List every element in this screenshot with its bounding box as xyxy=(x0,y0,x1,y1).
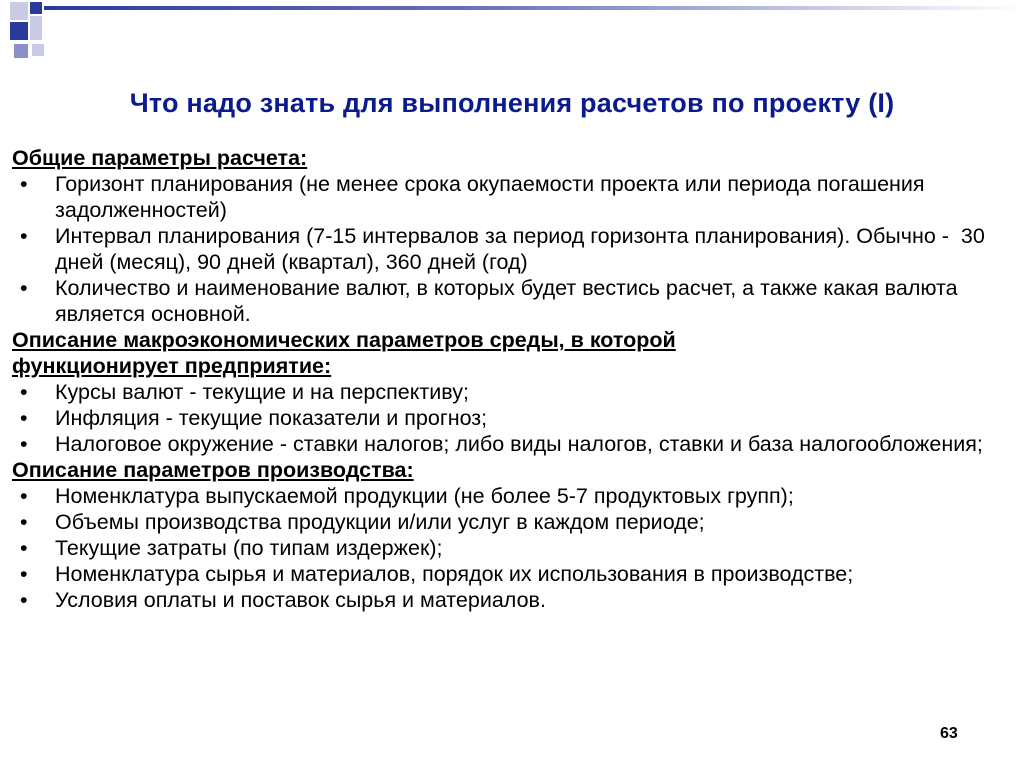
list-item xyxy=(12,561,1012,587)
list-item xyxy=(12,223,1012,275)
bullet-icon: • xyxy=(20,406,28,430)
list-item xyxy=(12,379,1012,405)
slide-title: Что надо знать для выполнения расчетов по проекту (I) xyxy=(129,88,895,118)
list-item xyxy=(12,587,1012,613)
bullet-icon: • xyxy=(20,588,28,612)
bullet-icon: • xyxy=(20,536,28,560)
list-item-text: Условия оплаты и поставок сырья и материалов. xyxy=(55,588,546,612)
list-item-text: Номенклатура сырья и материалов, порядок их использования в производстве; xyxy=(55,562,854,586)
section-macro-parameters xyxy=(12,327,1012,457)
list-item xyxy=(12,535,1012,561)
corner-decoration xyxy=(0,0,90,90)
list-item-text: Объемы производства продукции и/или услуг в каждом периоде; xyxy=(55,510,705,534)
list-item xyxy=(12,275,1012,327)
bullet-icon: • xyxy=(20,380,28,404)
list-item-text: Налоговое окружение - ставки налогов; либо виды налогов, ставки и база налогообложения; xyxy=(55,432,983,456)
bullet-icon: • xyxy=(20,484,28,508)
bullet-icon: • xyxy=(20,510,28,534)
page-number: 63 xyxy=(940,725,958,742)
list-item xyxy=(12,171,1012,223)
deco-square xyxy=(32,44,44,56)
list-item-text: Курсы валют - текущие и на перспективу; xyxy=(55,380,469,404)
header-gradient-bar xyxy=(44,6,1024,10)
section-heading: Описание макроэкономических параметров среды, в которой функционирует предприятие: xyxy=(12,328,676,378)
list-item-text: Номенклатура выпускаемой продукции (не более 5-7 продуктовых групп); xyxy=(55,484,794,508)
deco-square xyxy=(14,44,28,58)
section-heading: Общие параметры расчета: xyxy=(12,146,308,170)
list-item xyxy=(12,509,1012,535)
list-item xyxy=(12,483,1012,509)
bullet-icon: • xyxy=(20,172,28,196)
section-general-parameters xyxy=(12,145,1012,327)
list-item xyxy=(12,431,1012,457)
section-production-parameters xyxy=(12,457,1012,613)
list-item-text: Интервал планирования (7-15 интервалов за период горизонта планирования). Обычно - 30 дней (месяц), 90 дней (квартал), 360 дней (год) xyxy=(55,224,991,274)
bullet-icon: • xyxy=(20,562,28,586)
deco-square xyxy=(10,22,28,40)
bullet-icon: • xyxy=(20,276,28,300)
list-item-text: Количество и наименование валют, в которых будет вестись расчет, а также какая валюта является основной. xyxy=(55,276,958,326)
list-item-text: Инфляция - текущие показатели и прогноз; xyxy=(55,406,488,430)
deco-square xyxy=(30,16,42,40)
list-item-text: Горизонт планирования (не менее срока окупаемости проекта или периода погашения задолженностей) xyxy=(55,172,925,222)
list-item-text: Текущие затраты (по типам издержек); xyxy=(55,536,443,560)
section-heading: Описание параметров производства: xyxy=(12,458,414,482)
slide-body xyxy=(12,145,1012,613)
list-item xyxy=(12,405,1012,431)
bullet-icon: • xyxy=(20,432,28,456)
deco-square xyxy=(30,2,42,14)
deco-square xyxy=(10,2,28,20)
bullet-icon: • xyxy=(20,224,28,248)
